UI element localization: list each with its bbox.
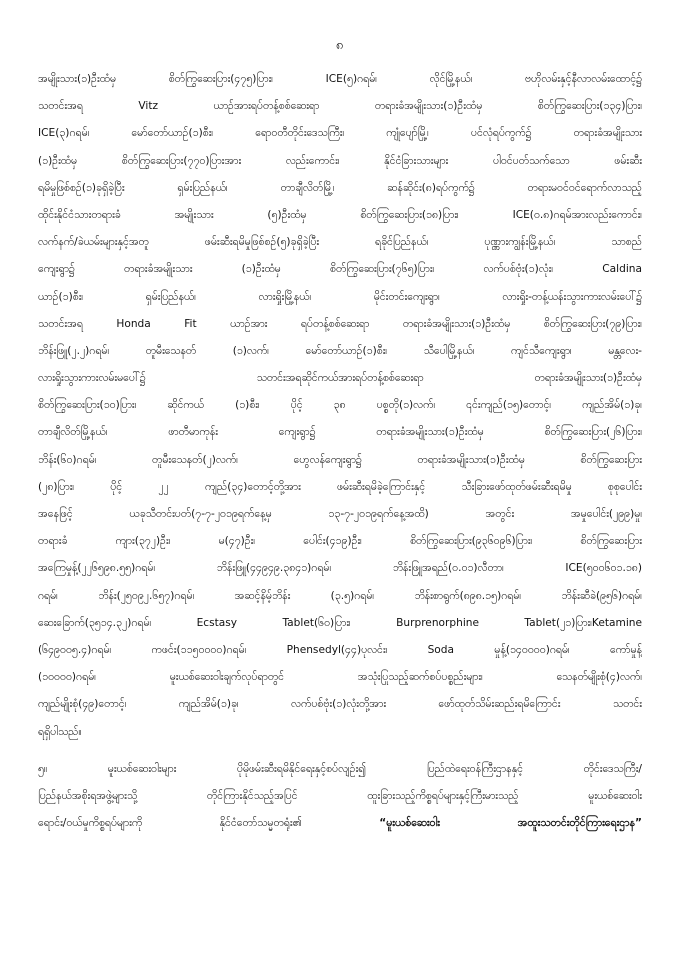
text-line-mixed — [38, 810, 642, 837]
text-line: ဆေးခြောက်(၃၅၁၄.၃၂)ဂရမ်၊ Ecstasy Tablet(၆၀)ပြား၊ Burprenorphine Tablet(၂၁)ပြား၊Ketamine — [38, 616, 642, 629]
text-line: (၂၈)ပြား၊ ပိုင့် ၂၂ ကျည်(၃၄)တောင့်တို့အား ဖမ်းဆီးရမိခဲ့ကြောင်းနှင့် သီးခြားဖော်ထုတ်ဖမ်းဆီးရမိမှု စုစုပေါင်း — [38, 480, 642, 493]
text-run: ရောင်း/ဝယ်မှုကိစ္စရပ်များကို နိုင်ငံတော်သမ္မတရုံး၏ — [38, 817, 380, 830]
text-line: အနေဖြင့် ယခုသီတင်းပတ်(၇-၇-၂၀၁၉ရက်နေ့မှ ၁၃-၇-၂၀၁၉ရက်နေ့အထိ) အတွင်း အမှုပေါင်း(၂၉၉)မှု၊ — [38, 508, 642, 520]
text-line: ဂရမ်၊ ဘိန်း(၂၅၀၉၂.၆၅၇)ဂရမ်၊ အဆင့်နိမ့်ဘိန်း (၃.၅)ဂရမ်၊ ဘိန်းစာရွက်(၈၉၈.၁၅)ဂရမ်၊ ဘိန်းဆီခဲ(၉၅၆)ဂရမ်၊ — [38, 589, 642, 602]
text-line: အကြေမှုန့်(၂၂၆၅၉၈.၅၅)ဂရမ်၊ ဘိန်းဖြူ(၄၄၉၄၉.၃၈၄၁)ဂရမ်၊ ဘိန်းဖြူအရည်(၀.၀၁)လီတာ၊ ICE(၅၀၀၆၀၁.၁၈) — [38, 562, 642, 575]
text-line: တာချီလိတ်မြို့နယ်၊ ဖာတီမာကုန်း ကျေးရွာ၌ တရားခံအမျိုးသား(၁)ဦးထံမှ စိတ်ကြွဆေးပြား(၂၆)ပြား၊ — [38, 426, 642, 439]
text-line: ဘိန်း(၆၀)ဂရမ်၊ တူမီးသေနတ်(၂)လက်၊ ဟွေလန်ကျေးရွာ၌ တရားခံအမျိုးသား(၁)ဦးထံမှ စိတ်ကြွဆေးပြား — [38, 453, 642, 466]
text-line: ၅။ မူးယစ်ဆေးဝါးများ ပိုမိုဖမ်းဆီးရမိနိုင်ရေးနှင့်စပ်လျဉ်း၍ ပြည်ထဲရေးဝန်ကြီးဌာနနှင့် တိုင်းဒေသကြီး/ — [38, 762, 642, 775]
text-line: ရရှိပါသည်။ — [38, 725, 82, 738]
page-number: ၈ — [335, 38, 344, 53]
text-line: တရားခံ ကျား(၃၇၂)ဦး၊ မ(၄၇)ဦး၊ ပေါင်း(၄၁၉)ဦး၊ စိတ်ကြွဆေးပြား(၉၃၆၀၉၆)ပြား၊ စိတ်ကြွဆေးပြား — [38, 535, 642, 548]
text-line: ထိုင်းနိုင်ငံသားတရားခံ အမျိုးသား (၅)ဦးထံမှ စိတ်ကြွဆေးပြား(၁၈)ပြား၊ ICE(၀.၈)ဂရမ်အားလည်းကောင်း၊ — [38, 208, 642, 221]
text-line: (၁)ဦးထံမှ စိတ်ကြွဆေးပြား(၇၇၀)ပြားအား လည်းကောင်း၊ နိုင်ငံခြားသားများ ပါဝင်ပတ်သက်သော ဖမ်းဆီး — [38, 154, 642, 167]
text-line: ကျေးရွာ၌ တရားခံအမျိုးသား (၁)ဦးထံမှ စိတ်ကြွဆေးပြား(၇၆၅)ပြား၊ လက်ပစ်ဗုံး(၁)လုံး၊ Caldina — [38, 263, 642, 276]
bold-text-run: “မူးယစ်ဆေးဝါး အထူးသတင်းတိုင်ကြားရေးဌာန” — [379, 817, 642, 830]
text-line: (၆၄၉၀၀၅.၄)ဂရမ်၊ ကဖင်း(၁၁၅၀၀၀၀)ဂရမ်၊ Phensedyl(၄၄)ပုလင်း၊ Soda မှုန့်(၁၄၀၀၀၀)ဂရမ်၊ ကော်မှုန့် — [38, 643, 642, 656]
text-line: ကျည်မျိုးစုံ(၄၉)တောင့်၊ ကျည်အိမ်(၁)ခု၊ လက်ပစ်ဗုံး(၁)လုံးတို့အား ဖော်ထုတ်သိမ်းဆည်းရမိကြောင်း သတင်း — [38, 698, 642, 711]
text-line: ရမိမှုဖြစ်စဉ်(၁)ခုရှိခဲ့ပြီး ရှမ်းပြည်နယ်၊ တာချီလိတ်မြို့၊ ဆန်ဆိုင်း(၈)ရပ်ကွက်၌ တရားမဝင်ဝင်ရောက်လာသည့် — [38, 181, 642, 194]
body-text — [38, 66, 642, 837]
paragraph-2 — [38, 756, 642, 838]
paragraph-1 — [38, 66, 642, 746]
text-line: ICE(၃)ဂရမ်၊ မော်တော်ယာဉ်(၁)စီး၊ ရောဝတီတိုင်းဒေသကြီး၊ ကျုံပျော်မြို့၊ ပင်လုံရပ်ကွက်၌ တရားခံအမျိုးသား — [38, 127, 642, 140]
text-line: သတင်းအရ Vitz ယာဉ်အားရပ်တန့်စစ်ဆေးရာ တရားခံအမျိုးသား(၁)ဦးထံမှ စိတ်ကြွဆေးပြား(၁၃၄)ပြား၊ — [38, 100, 642, 113]
text-line: လားရှိုးသွားကားလမ်းမပေါ်၌ သတင်းအရဆိုင်ကယ်အားရပ်တန့်စစ်ဆေးရာ တရားခံအမျိုးသား(၁)ဦးထံမှ — [38, 372, 642, 385]
text-line: လက်နက်/ခဲယမ်းများနှင့်အတူ ဖမ်းဆီးရမိမှုဖြစ်စဉ်(၅)ခုရှိခဲ့ပြီး ရခိုင်ပြည်နယ်၊ ပုဏ္ဏားကျွန်းမြို့နယ်၊ သာစည် — [38, 236, 642, 249]
text-line: စိတ်ကြွဆေးပြား(၁၀)ပြား၊ ဆိုင်ကယ် (၁)စီး၊ ပိုင့် ၃၈ ပစ္စတို(၁)လက်၊ ၎င်းကျည်(၁၅)တောင့်၊ ကျည်အိမ်(၁)ခု၊ — [38, 399, 642, 412]
text-line: ဘိန်းဖြူ(၂.၂)ဂရမ်၊ တူမီးသေနတ် (၁)လက်၊ မော်တော်ယာဉ်(၁)စီး၊ သီပေါမြို့နယ်၊ ကျင်သီကျေးရွာ၊ မန္တလေး- — [38, 344, 642, 357]
text-line: ယာဉ်(၁)စီး၊ ရှမ်းပြည်နယ်၊ လားရှိုးမြို့နယ်၊ မိုင်းတင်းကျေးရွာ၊ လားရှိုး-တန့်ယန်းသွားကားလမ်းပေါ်၌ — [38, 290, 642, 303]
text-line: သတင်းအရ Honda Fit ယာဉ်အား ရပ်တန့်စစ်ဆေးရာ တရားခံအမျိုးသား(၁)ဦးထံမှ စိတ်ကြွဆေးပြား(၇၉)ပြား၊ — [38, 317, 642, 330]
text-line: ပြည်နယ်အစိုးရအဖွဲ့များသို့ တိုင်ကြားနိုင်သည့်အပြင် ထူးခြားသည့်ကိစ္စရပ်များနှင့်ကြီးမားသည့် မူးယစ်ဆေးဝါး — [38, 789, 642, 802]
text-line: (၁၀၀၀၀)ဂရမ်၊ မူးယစ်ဆေးဝါးချက်လုပ်ရာတွင် အသုံးပြုသည့်ဆက်စပ်ပစ္စည်းများ၊ သေနတ်မျိုးစုံ(၄)လက်၊ — [38, 671, 642, 684]
text-line: အမျိုးသား(၁)ဦးထံမှ စိတ်ကြွဆေးပြား(၄၇၅)ပြား၊ ICE(၅)ဂရမ်၊ လိုင်မြို့နယ်၊ ဗဟိုလမ်းနှင့်နီလာလမ်းထောင့်၌ — [38, 73, 642, 85]
